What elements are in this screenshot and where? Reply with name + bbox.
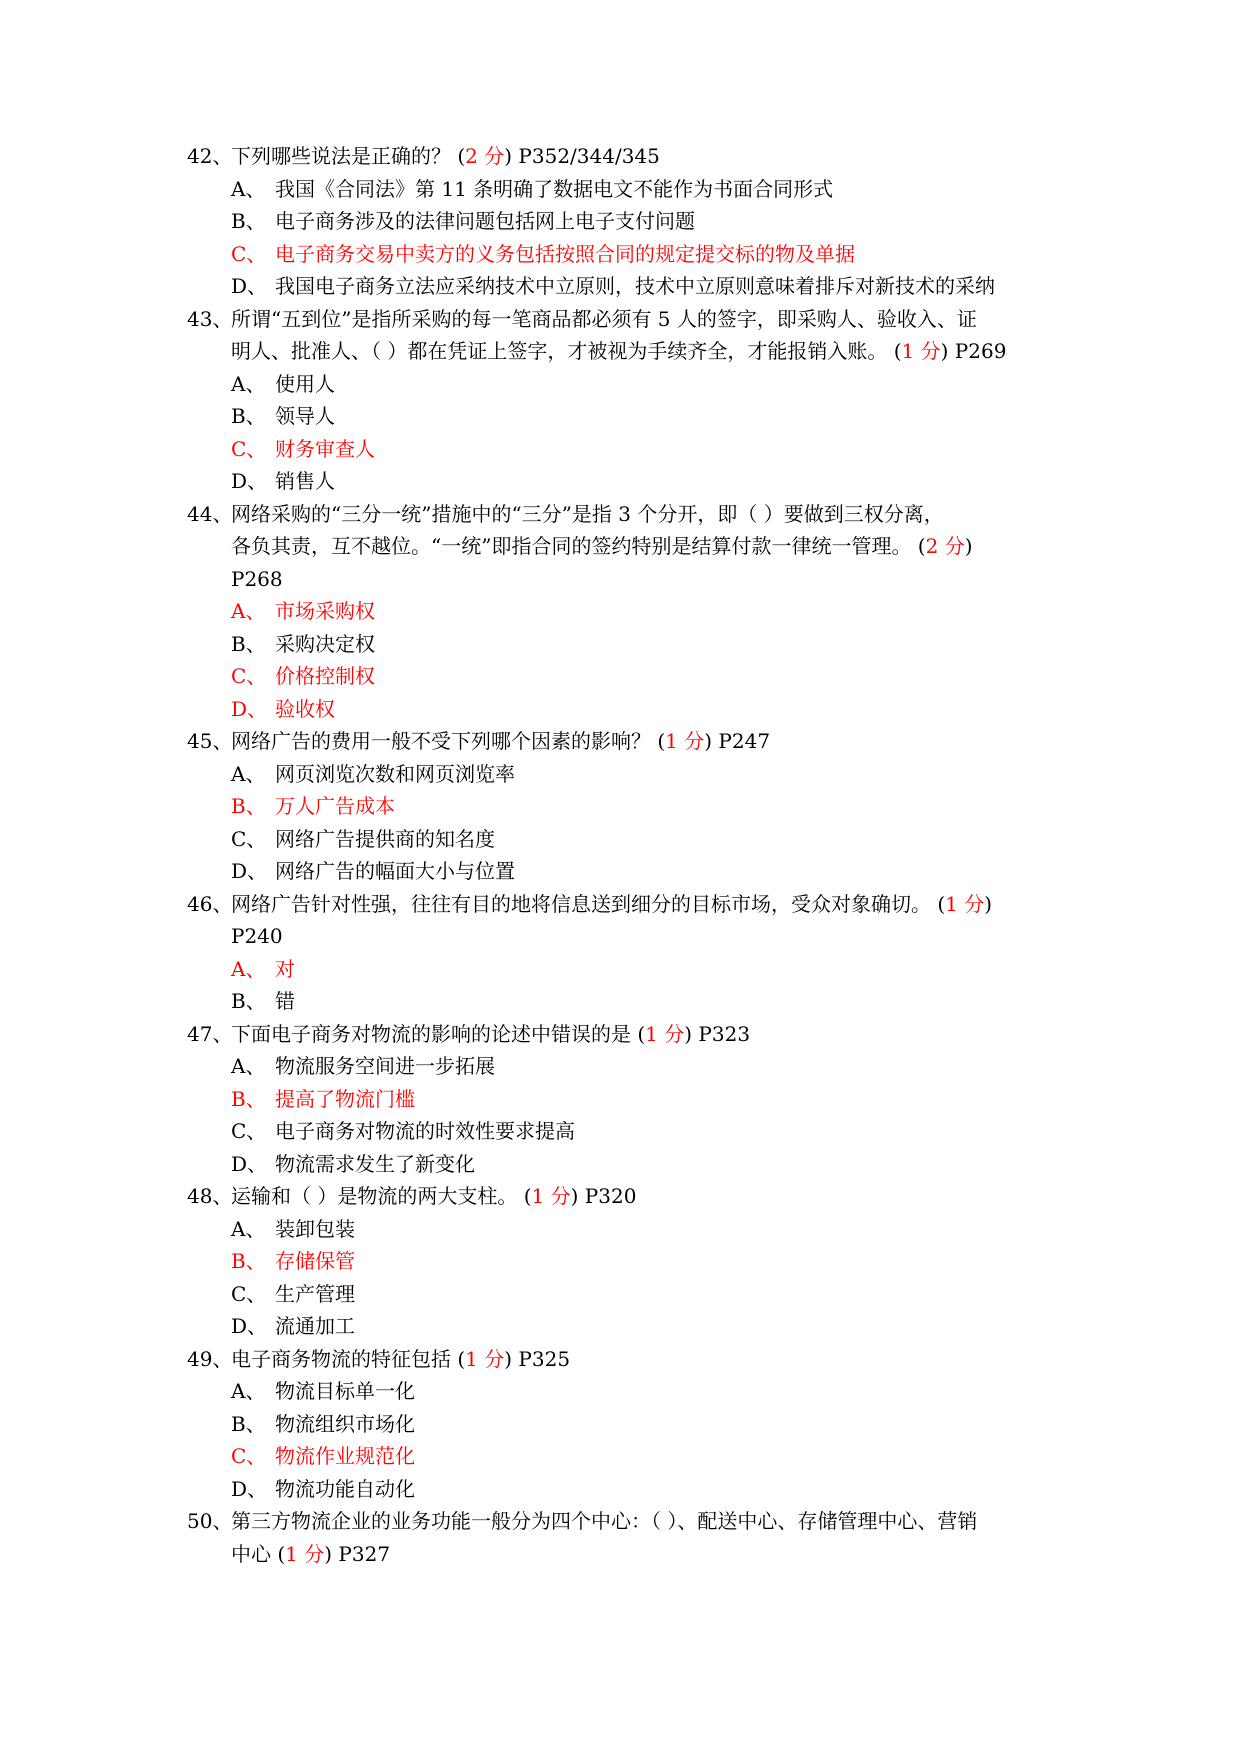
question-text [231, 1505, 977, 1538]
answer-option [0, 628, 1241, 661]
question-stem: 网络采购的“三分一统”措施中的“三分”是指 3 个分开，即（ ）要做到三权分离， [231, 501, 944, 526]
answer-option [0, 465, 1241, 498]
option-letter: B、 [231, 209, 266, 233]
score-value: 2 分 [925, 534, 965, 558]
option-letter: B、 [231, 1249, 266, 1273]
question-line [0, 1343, 1241, 1376]
option-letter: D、 [231, 859, 268, 883]
question-text [231, 140, 660, 173]
score-value: 2 分 [465, 144, 505, 168]
page-reference: ) [984, 891, 993, 916]
answer-option [0, 595, 1241, 628]
score-value: 1 分 [531, 1184, 571, 1208]
option-text: 物流目标单一化 [275, 1379, 415, 1403]
answer-option [0, 1148, 1241, 1181]
question-4 [0, 888, 1241, 1018]
option-letter: D、 [231, 1151, 268, 1176]
question-line [0, 303, 1241, 336]
option-text: 对 [275, 956, 295, 981]
option-letter: C、 [231, 1444, 267, 1468]
option-text: 我国电子商务立法应采纳技术中立原则，技术中立原则意味着排斥对新技术的采纳 [275, 274, 995, 298]
answer-option [0, 823, 1241, 856]
score-value: 1 分 [285, 1541, 325, 1566]
question-8 [0, 1505, 1241, 1570]
score-value: 1 分 [645, 1021, 685, 1046]
option-letter: A、 [231, 761, 266, 786]
option-text: 存储保管 [275, 1249, 355, 1273]
answer-option [0, 1278, 1241, 1311]
answer-option [0, 660, 1241, 693]
question-stem: 所谓“五到位”是指所采购的每一笔商品都必须有 5 人的签字，即采购人、验收入、证 [231, 306, 977, 331]
option-text: 电子商务涉及的法律问题包括网上电子支付问题 [275, 209, 695, 233]
question-7 [0, 1343, 1241, 1506]
option-letter: A、 [231, 371, 266, 396]
score-open: ( [887, 339, 902, 363]
answer-option [0, 790, 1241, 823]
option-letter: C、 [231, 1281, 267, 1306]
question-text [231, 530, 973, 563]
question-text [231, 920, 283, 953]
option-letter: A、 [231, 176, 266, 201]
answer-option [0, 270, 1241, 303]
question-number: 49、 [187, 1346, 233, 1371]
question-text [231, 1343, 570, 1376]
option-letter: D、 [231, 274, 268, 298]
question-stem: 电子商务物流的特征包括 [231, 1346, 451, 1371]
question-stem: 运输和（ ）是物流的两大支柱。 [231, 1184, 518, 1208]
answer-option [0, 1408, 1241, 1441]
option-text: 领导人 [275, 404, 335, 428]
option-text: 价格控制权 [275, 664, 375, 688]
option-letter: A、 [231, 1054, 266, 1078]
question-line [0, 563, 1241, 596]
option-letter: B、 [231, 631, 266, 656]
option-letter: C、 [231, 241, 267, 266]
page-reference: ) P323 [684, 1021, 751, 1046]
option-text: 网络广告的幅面大小与位置 [275, 859, 515, 883]
option-text: 装卸包装 [275, 1216, 355, 1241]
option-text: 物流服务空间进一步拓展 [275, 1054, 495, 1078]
question-1 [0, 303, 1241, 498]
question-number: 44、 [187, 501, 233, 526]
answer-option [0, 985, 1241, 1018]
score-open: ( [517, 1184, 532, 1208]
question-line [0, 335, 1241, 368]
option-letter: D、 [231, 469, 268, 493]
question-stem: 网络广告的费用一般不受下列哪个因素的影响？ [231, 729, 651, 753]
option-text: 提高了物流门槛 [275, 1086, 415, 1111]
option-letter: B、 [231, 1411, 266, 1436]
question-text [231, 335, 1006, 368]
question-number: 42、 [187, 144, 233, 168]
option-letter: B、 [231, 1086, 266, 1111]
question-3 [0, 725, 1241, 888]
question-number: 43、 [187, 306, 233, 331]
question-stem: P240 [231, 924, 283, 948]
option-text: 市场采购权 [275, 599, 375, 623]
question-line [0, 1538, 1241, 1571]
answer-option [0, 1440, 1241, 1473]
score-open: ( [931, 891, 946, 916]
option-letter: A、 [231, 1379, 266, 1403]
option-text: 物流组织市场化 [275, 1411, 415, 1436]
page-reference: ) P247 [704, 729, 771, 753]
option-text: 我国《合同法》第 11 条明确了数据电文不能作为书面合同形式 [275, 176, 834, 201]
answer-option [0, 173, 1241, 206]
answer-option [0, 1310, 1241, 1343]
page-reference: ) P327 [324, 1541, 391, 1566]
question-line [0, 1018, 1241, 1051]
score-open: ( [451, 1346, 466, 1371]
question-line [0, 725, 1241, 758]
question-number: 47、 [187, 1021, 233, 1046]
option-text: 电子商务对物流的时效性要求提高 [275, 1119, 575, 1143]
question-0 [0, 140, 1241, 303]
option-text: 网页浏览次数和网页浏览率 [275, 761, 515, 786]
question-text [231, 725, 770, 758]
answer-option [0, 1375, 1241, 1408]
question-line [0, 140, 1241, 173]
option-text: 销售人 [275, 469, 335, 493]
option-letter: C、 [231, 664, 267, 688]
option-letter: A、 [231, 956, 266, 981]
option-text: 物流作业规范化 [275, 1444, 415, 1468]
answer-option [0, 433, 1241, 466]
score-value: 1 分 [665, 729, 705, 753]
answer-option [0, 693, 1241, 726]
option-text: 生产管理 [275, 1281, 355, 1306]
answer-option [0, 953, 1241, 986]
question-number: 45、 [187, 729, 233, 753]
option-letter: D、 [231, 1314, 268, 1338]
answer-option [0, 1473, 1241, 1506]
question-6 [0, 1180, 1241, 1343]
score-open: ( [451, 144, 466, 168]
option-letter: B、 [231, 404, 266, 428]
question-line [0, 1180, 1241, 1213]
score-value: 1 分 [465, 1346, 505, 1371]
question-number: 46、 [187, 891, 233, 916]
page-reference: ) [964, 534, 973, 558]
option-text: 流通加工 [275, 1314, 355, 1338]
score-open: ( [911, 534, 926, 558]
question-stem: 下面电子商务对物流的影响的论述中错误的是 [231, 1021, 631, 1046]
score-open: ( [651, 729, 666, 753]
question-line [0, 530, 1241, 563]
answer-option [0, 1115, 1241, 1148]
score-open: ( [631, 1021, 646, 1046]
page-reference: ) P269 [940, 339, 1007, 363]
option-letter: D、 [231, 1476, 268, 1501]
option-text: 物流功能自动化 [275, 1476, 415, 1501]
option-text: 错 [275, 989, 295, 1013]
answer-option [0, 1050, 1241, 1083]
option-text: 采购决定权 [275, 631, 375, 656]
question-2 [0, 498, 1241, 726]
question-text [231, 1180, 636, 1213]
question-list [0, 140, 1241, 1570]
question-number: 48、 [187, 1184, 233, 1208]
option-letter: D、 [231, 696, 268, 721]
option-text: 使用人 [275, 371, 335, 396]
question-text [231, 303, 977, 336]
option-letter: C、 [231, 826, 267, 851]
score-open: ( [271, 1541, 286, 1566]
answer-option [0, 1213, 1241, 1246]
option-letter: A、 [231, 1216, 266, 1241]
question-line [0, 888, 1241, 921]
question-text [231, 1538, 390, 1571]
answer-option [0, 238, 1241, 271]
question-text [231, 563, 283, 596]
option-letter: A、 [231, 599, 266, 623]
question-stem: 网络广告针对性强，往往有目的地将信息送到细分的目标市场，受众对象确切。 [231, 891, 931, 916]
question-text [231, 888, 992, 921]
page-reference: ) P352/344/345 [504, 144, 660, 168]
score-value: 1 分 [945, 891, 985, 916]
question-5 [0, 1018, 1241, 1181]
option-text: 电子商务交易中卖方的义务包括按照合同的规定提交标的物及单据 [275, 241, 855, 266]
page-reference: ) P325 [504, 1346, 571, 1371]
option-letter: C、 [231, 1119, 267, 1143]
option-letter: B、 [231, 989, 266, 1013]
answer-option [0, 400, 1241, 433]
question-stem: P268 [231, 566, 283, 591]
option-text: 物流需求发生了新变化 [275, 1151, 475, 1176]
question-stem: 明人、批准人、（ ）都在凭证上签字，才被视为手续齐全，才能报销入账。 [231, 339, 888, 363]
option-text: 验收权 [275, 696, 335, 721]
question-stem: 下列哪些说法是正确的？ [231, 144, 451, 168]
option-text: 万人广告成本 [275, 794, 395, 818]
answer-option [0, 855, 1241, 888]
option-letter: C、 [231, 436, 267, 461]
answer-option [0, 205, 1241, 238]
answer-option [0, 1245, 1241, 1278]
question-line [0, 498, 1241, 531]
page-reference: ) P320 [570, 1184, 637, 1208]
question-text [231, 498, 944, 531]
question-stem: 第三方物流企业的业务功能一般分为四个中心：（ ）、配送中心、存储管理中心、营销 [231, 1509, 978, 1533]
question-stem: 各负其责，互不越位。“一统”即指合同的签约特别是结算付款一律统一管理。 [231, 534, 912, 558]
question-line [0, 1505, 1241, 1538]
option-text: 网络广告提供商的知名度 [275, 826, 495, 851]
question-line [0, 920, 1241, 953]
answer-option [0, 368, 1241, 401]
score-value: 1 分 [901, 339, 941, 363]
option-text: 财务审查人 [275, 436, 375, 461]
option-letter: B、 [231, 794, 266, 818]
question-number: 50、 [187, 1509, 233, 1533]
answer-option [0, 758, 1241, 791]
question-stem: 中心 [231, 1541, 271, 1566]
answer-option [0, 1083, 1241, 1116]
question-text [231, 1018, 750, 1051]
